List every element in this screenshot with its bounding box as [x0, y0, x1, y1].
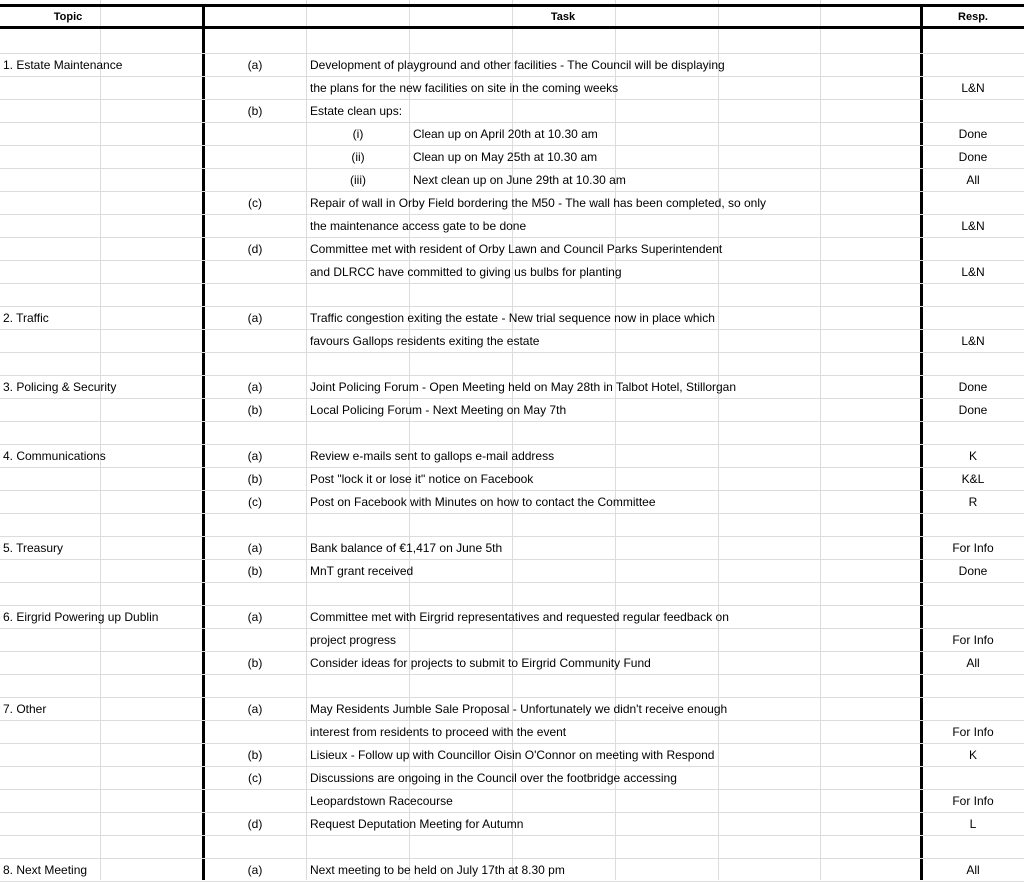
item-letter-cell — [204, 215, 306, 238]
item-letter-cell — [204, 330, 306, 353]
task-cell: Local Policing Forum - Next Meeting on May 7th — [310, 403, 567, 417]
item-letter-cell: (b) — [247, 656, 263, 670]
task-cell: and DLRCC have committed to giving us bulbs for planting — [310, 265, 622, 279]
item-letter-cell: (d) — [247, 242, 263, 256]
table-row — [0, 836, 1024, 859]
item-roman-cell — [307, 353, 409, 376]
resp-cell — [922, 284, 1024, 307]
table-row — [0, 813, 1024, 836]
resp-cell — [922, 767, 1024, 790]
item-roman-cell — [307, 31, 409, 54]
task-cell: Next meeting to be held on July 17th at 8.30 pm — [310, 863, 565, 877]
item-roman-cell — [307, 422, 409, 445]
table-row — [0, 721, 1024, 744]
item-letter-cell — [204, 629, 306, 652]
topic-cell: 1. Estate Maintenance — [3, 58, 123, 72]
task-cell: Committee met with Eirgrid representatives and requested regular feedback on — [310, 610, 729, 624]
item-letter-cell: (c) — [248, 771, 262, 785]
resp-cell: L&N — [961, 334, 985, 348]
item-roman-cell — [307, 836, 409, 859]
table-row — [0, 238, 1024, 261]
resp-cell — [922, 583, 1024, 606]
header-topic: Topic — [53, 11, 83, 23]
task-cell: Repair of wall in Orby Field bordering the M50 - The wall has been completed, so only — [310, 196, 767, 210]
table-row — [0, 583, 1024, 606]
resp-cell: Done — [958, 380, 988, 394]
item-letter-cell: (a) — [247, 863, 263, 877]
item-letter-cell: (a) — [247, 380, 263, 394]
resp-cell: All — [966, 173, 980, 187]
table-row — [0, 192, 1024, 215]
item-letter-cell — [204, 675, 306, 698]
resp-cell — [922, 698, 1024, 721]
task-cell: Post "lock it or lose it" notice on Facebook — [310, 472, 534, 486]
resp-cell: L&N — [961, 265, 985, 279]
resp-cell — [922, 307, 1024, 330]
resp-cell: Done — [958, 150, 988, 164]
table-row — [0, 422, 1024, 445]
topic-cell: 7. Other — [3, 702, 47, 716]
resp-cell — [922, 100, 1024, 123]
task-cell: Bank balance of €1,417 on June 5th — [310, 541, 503, 555]
task-cell: MnT grant received — [310, 564, 414, 578]
topic-cell: 8. Next Meeting — [3, 863, 88, 877]
resp-cell — [922, 836, 1024, 859]
item-letter-cell: (a) — [247, 610, 263, 624]
resp-cell: R — [968, 495, 978, 509]
item-letter-cell — [204, 422, 306, 445]
resp-cell: K — [968, 748, 977, 762]
table-row — [0, 537, 1024, 560]
table-row — [0, 698, 1024, 721]
table-row — [0, 54, 1024, 77]
resp-cell — [922, 422, 1024, 445]
item-roman-cell — [307, 583, 409, 606]
task-cell: the plans for the new facilities on site in the coming weeks — [310, 81, 619, 95]
resp-cell — [922, 54, 1024, 77]
task-cell: Lisieux - Follow up with Councillor Oisin O'Connor on meeting with Respond — [310, 748, 715, 762]
resp-cell — [922, 675, 1024, 698]
subtask-cell: Clean up on May 25th at 10.30 am — [413, 150, 598, 164]
resp-cell — [922, 514, 1024, 537]
resp-cell: For Info — [952, 794, 994, 808]
resp-cell: L&N — [961, 81, 985, 95]
item-roman-cell — [307, 514, 409, 537]
table-row — [0, 675, 1024, 698]
table-row — [0, 399, 1024, 422]
table-row — [0, 284, 1024, 307]
topic-cell: 2. Traffic — [3, 311, 49, 325]
task-cell: Consider ideas for projects to submit to Eirgrid Community Fund — [310, 656, 651, 670]
topic-cell: 3. Policing & Security — [3, 380, 117, 394]
header-row — [0, 6, 1024, 28]
resp-cell — [922, 606, 1024, 629]
table-row — [0, 123, 1024, 146]
resp-cell: Done — [958, 564, 988, 578]
task-cell: May Residents Jumble Sale Proposal - Unfortunately we didn't receive enough — [310, 702, 728, 716]
table-row — [0, 261, 1024, 284]
table-row — [0, 514, 1024, 537]
item-letter-cell: (b) — [247, 564, 263, 578]
resp-cell: All — [966, 656, 980, 670]
topic-cell: 4. Communications — [3, 449, 106, 463]
item-roman-cell: (i) — [352, 127, 364, 141]
table-row — [0, 169, 1024, 192]
item-letter-cell — [204, 31, 306, 54]
table-row — [0, 859, 1024, 882]
item-letter-cell — [204, 123, 306, 146]
item-letter-cell — [204, 836, 306, 859]
resp-cell — [922, 192, 1024, 215]
item-roman-cell: (ii) — [351, 150, 365, 164]
resp-cell: K — [968, 449, 977, 463]
resp-cell: For Info — [952, 633, 994, 647]
resp-cell — [922, 353, 1024, 376]
resp-cell — [922, 31, 1024, 54]
item-letter-cell — [204, 721, 306, 744]
item-roman-cell — [307, 284, 409, 307]
table-row — [0, 468, 1024, 491]
topic-cell: 5. Treasury — [3, 541, 64, 555]
item-letter-cell — [204, 261, 306, 284]
item-letter-cell: (b) — [247, 748, 263, 762]
task-cell: project progress — [310, 633, 397, 647]
table-row — [0, 146, 1024, 169]
item-letter-cell — [204, 514, 306, 537]
task-cell: the maintenance access gate to be done — [310, 219, 527, 233]
table-row — [0, 560, 1024, 583]
item-letter-cell — [204, 284, 306, 307]
table-row — [0, 215, 1024, 238]
table-row — [0, 307, 1024, 330]
task-cell: Development of playground and other facilities - The Council will be displaying — [310, 58, 725, 72]
resp-cell: For Info — [952, 725, 994, 739]
resp-cell: Done — [958, 403, 988, 417]
item-letter-cell: (d) — [247, 817, 263, 831]
item-letter-cell — [204, 583, 306, 606]
resp-cell: Done — [958, 127, 988, 141]
table-row — [0, 606, 1024, 629]
header-bottom-border — [0, 26, 1024, 29]
item-letter-cell — [204, 146, 306, 169]
task-cell: Review e-mails sent to gallops e-mail address — [310, 449, 555, 463]
table-row — [0, 77, 1024, 100]
resp-cell: For Info — [952, 541, 994, 555]
item-letter-cell: (b) — [247, 104, 263, 118]
table-row — [0, 330, 1024, 353]
item-roman-cell — [307, 675, 409, 698]
item-letter-cell: (a) — [247, 58, 263, 72]
table-row — [0, 100, 1024, 123]
topic-cell: 6. Eirgrid Powering up Dublin — [3, 610, 159, 624]
table-row — [0, 629, 1024, 652]
task-cell: Estate clean ups: — [310, 104, 403, 118]
table-row — [0, 31, 1024, 54]
table-row — [0, 353, 1024, 376]
task-cell: Request Deputation Meeting for Autumn — [310, 817, 524, 831]
header-task: Task — [550, 11, 576, 23]
item-letter-cell — [204, 353, 306, 376]
item-letter-cell: (a) — [247, 449, 263, 463]
task-cell: Post on Facebook with Minutes on how to contact the Committee — [310, 495, 656, 509]
item-letter-cell: (a) — [247, 541, 263, 555]
table-row — [0, 445, 1024, 468]
task-cell: Leopardstown Racecourse — [310, 794, 453, 808]
task-cell: favours Gallops residents exiting the estate — [310, 334, 540, 348]
item-letter-cell — [204, 77, 306, 100]
subtask-cell: Clean up on April 20th at 10.30 am — [413, 127, 598, 141]
item-letter-cell: (c) — [248, 196, 262, 210]
table-row — [0, 652, 1024, 675]
task-cell: interest from residents to proceed with the event — [310, 725, 567, 739]
task-cell: Committee met with resident of Orby Lawn and Council Parks Superintendent — [310, 242, 723, 256]
item-letter-cell: (b) — [247, 403, 263, 417]
resp-cell: K&L — [961, 472, 985, 486]
table-row — [0, 491, 1024, 514]
item-letter-cell — [204, 169, 306, 192]
task-cell: Discussions are ongoing in the Council over the footbridge accessing — [310, 771, 677, 785]
item-letter-cell: (a) — [247, 702, 263, 716]
table-row — [0, 376, 1024, 399]
table-row — [0, 744, 1024, 767]
resp-cell: L — [969, 817, 977, 831]
header-resp: Resp. — [958, 11, 988, 23]
resp-cell: All — [966, 863, 980, 877]
subtask-cell: Next clean up on June 29th at 10.30 am — [413, 173, 626, 187]
resp-cell: L&N — [961, 219, 985, 233]
task-cell: Traffic congestion exiting the estate - New trial sequence now in place which — [310, 311, 715, 325]
item-letter-cell — [204, 790, 306, 813]
item-letter-cell: (c) — [248, 495, 262, 509]
task-cell: Joint Policing Forum - Open Meeting held on May 28th in Talbot Hotel, Stillorgan — [310, 380, 737, 394]
table-row — [0, 767, 1024, 790]
item-roman-cell: (iii) — [350, 173, 366, 187]
item-letter-cell: (b) — [247, 472, 263, 486]
resp-cell — [922, 238, 1024, 261]
table-row — [0, 790, 1024, 813]
item-letter-cell: (a) — [247, 311, 263, 325]
